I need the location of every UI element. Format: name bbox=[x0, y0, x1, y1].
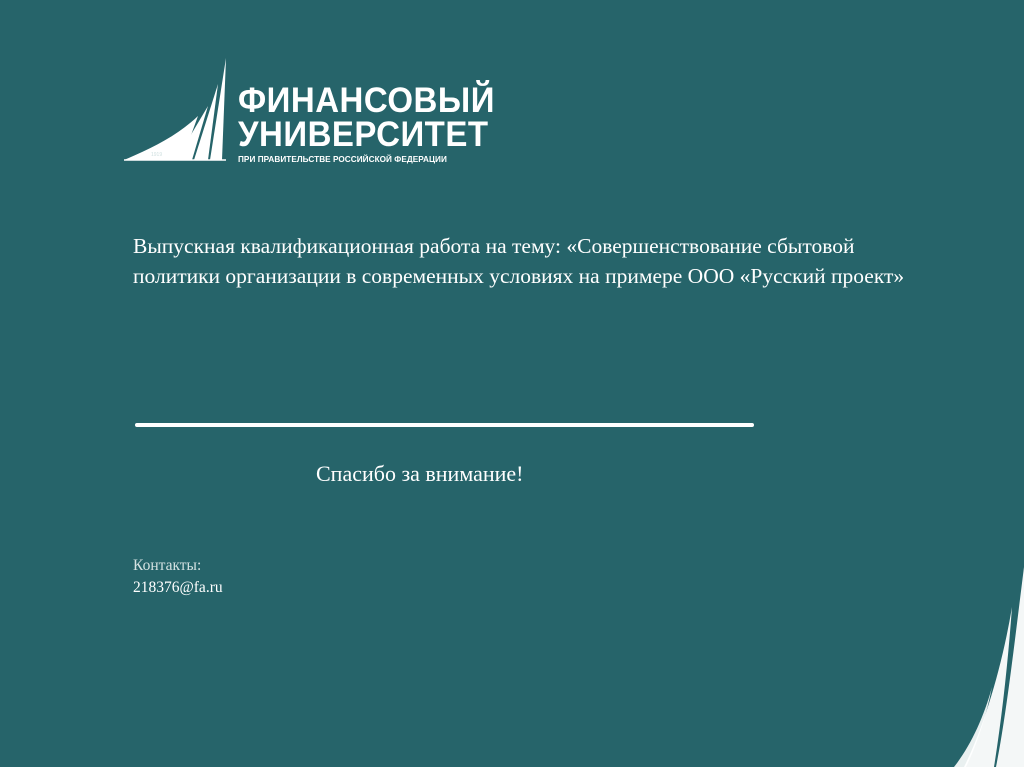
logo-line-government: ПРИ ПРАВИТЕЛЬСТВЕ РОССИЙСКОЙ ФЕДЕРАЦИИ bbox=[238, 155, 447, 164]
university-logo bbox=[122, 56, 495, 166]
contact-email: 218376@fa.ru bbox=[133, 579, 223, 596]
sail-emblem-icon bbox=[122, 56, 242, 166]
contacts-block bbox=[133, 555, 223, 599]
logo-wordmark bbox=[238, 79, 495, 164]
logo-line-university: УНИВЕРСИТЕТ bbox=[238, 113, 489, 154]
logo-year: 1919 bbox=[151, 152, 163, 158]
corner-sails-decoration-icon bbox=[904, 567, 1024, 767]
divider-line bbox=[135, 423, 754, 427]
thesis-title: Выпускная квалификационная работа на тему: «Совершенствование сбытовой политики организации в современных условиях на примере ООО «Русский проект» bbox=[133, 234, 905, 288]
logo-line-financial: ФИНАНСОВЫЙ bbox=[238, 79, 495, 120]
contacts-label: Контакты: bbox=[133, 557, 202, 574]
thanks-message: Спасибо за внимание! bbox=[316, 461, 524, 486]
